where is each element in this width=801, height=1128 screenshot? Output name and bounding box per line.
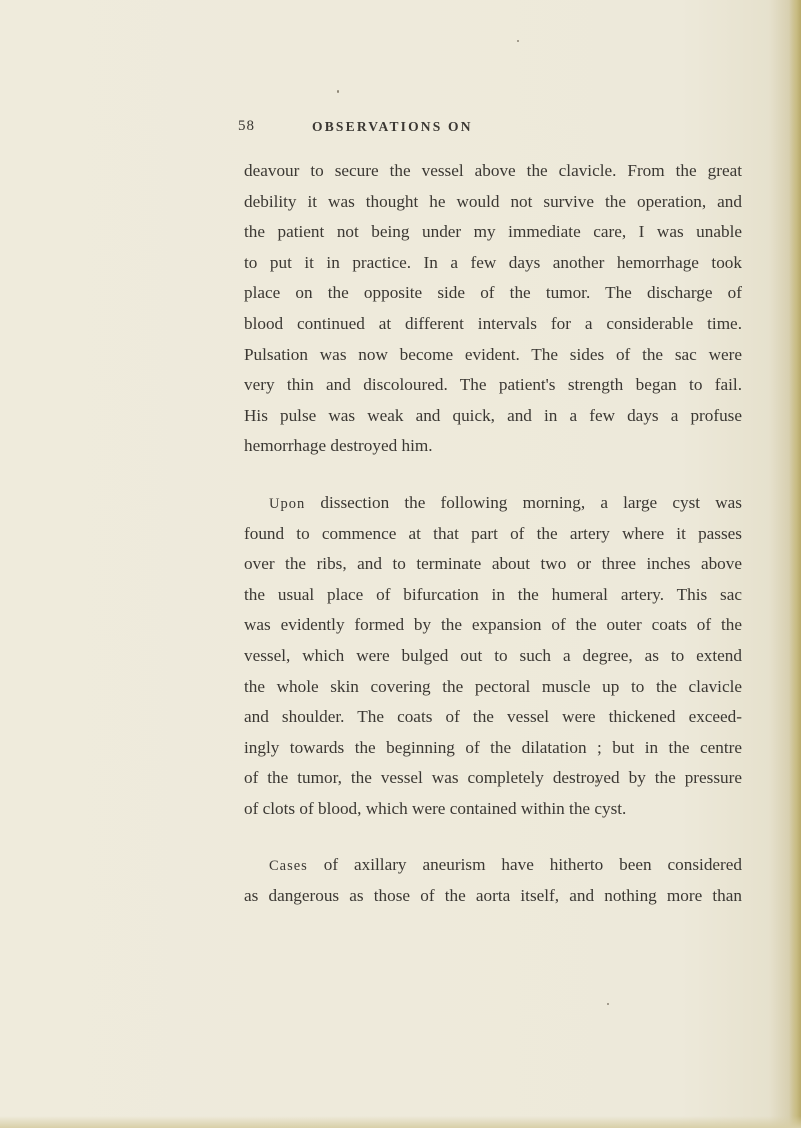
paragraph-2 bbox=[244, 488, 742, 825]
text-line: was evidently formed by the expansion of the outer coats of the bbox=[244, 615, 742, 635]
paper-speck bbox=[607, 1003, 609, 1005]
text-line: over the ribs, and to terminate about two or three inches above bbox=[244, 554, 742, 574]
text-line: blood continued at different intervals for a considerable time. bbox=[244, 313, 742, 333]
page-header bbox=[0, 118, 801, 142]
lead-word: Cases bbox=[269, 858, 308, 875]
text-line: the usual place of bifurcation in the humeral artery. This sac bbox=[244, 584, 742, 604]
running-head: OBSERVATIONS ON bbox=[312, 119, 473, 134]
page-number: 58 bbox=[238, 118, 255, 134]
text-line: Pulsation was now become evident. The sides of the sac were bbox=[244, 344, 742, 364]
text-line: place on the opposite side of the tumor. The discharge of bbox=[244, 283, 742, 303]
first-line-rest: of axillary aneurism have hitherto been considered bbox=[307, 855, 742, 875]
text-line: the whole skin covering the pectoral muscle up to the clavicle bbox=[244, 676, 742, 696]
text-line: debility it was thought he would not survive the operation, and bbox=[244, 191, 742, 211]
text-line: vessel, which were bulged out to such a degree, as to extend bbox=[244, 645, 742, 665]
paper-speck bbox=[337, 90, 339, 93]
first-line-rest: dissection the following morning, a large cyst was bbox=[305, 492, 742, 512]
text-line: hemorrhage destroyed him. bbox=[244, 436, 433, 456]
text-line: deavour to secure the vessel above the clavicle. From the great bbox=[244, 161, 742, 180]
paragraph-gap bbox=[244, 824, 742, 850]
text-line-first bbox=[244, 850, 742, 881]
paragraph-1 bbox=[244, 156, 742, 462]
text-line: of the tumor, the vessel was completely destroyed by the pressure bbox=[244, 768, 742, 788]
text-line-first bbox=[244, 488, 742, 519]
body-text bbox=[244, 156, 742, 912]
text-line: His pulse was weak and quick, and in a few days a profuse bbox=[244, 405, 742, 425]
text-line: very thin and discoloured. The patient's strength began to fail. bbox=[244, 375, 742, 395]
page-edge-bottom bbox=[0, 1116, 801, 1128]
text-line: as dangerous as those of the aorta itself, and nothing more than bbox=[244, 886, 742, 906]
text-line: the patient not being under my immediate care, I was unable bbox=[244, 222, 742, 242]
text-line: ingly towards the beginning of the dilatation ; but in the centre bbox=[244, 737, 742, 757]
text-line: and shoulder. The coats of the vessel were thickened exceed- bbox=[244, 707, 742, 727]
text-line: found to commence at that part of the artery where it passes bbox=[244, 523, 742, 543]
text-line: to put it in practice. In a few days another hemorrhage took bbox=[244, 252, 742, 272]
text-line: of clots of blood, which were contained within the cyst. bbox=[244, 798, 627, 818]
paragraph-gap bbox=[244, 462, 742, 488]
page-edge-right bbox=[789, 0, 801, 1128]
lead-word: Upon bbox=[269, 495, 306, 512]
paper-speck bbox=[517, 40, 519, 42]
paragraph-3 bbox=[244, 850, 742, 911]
